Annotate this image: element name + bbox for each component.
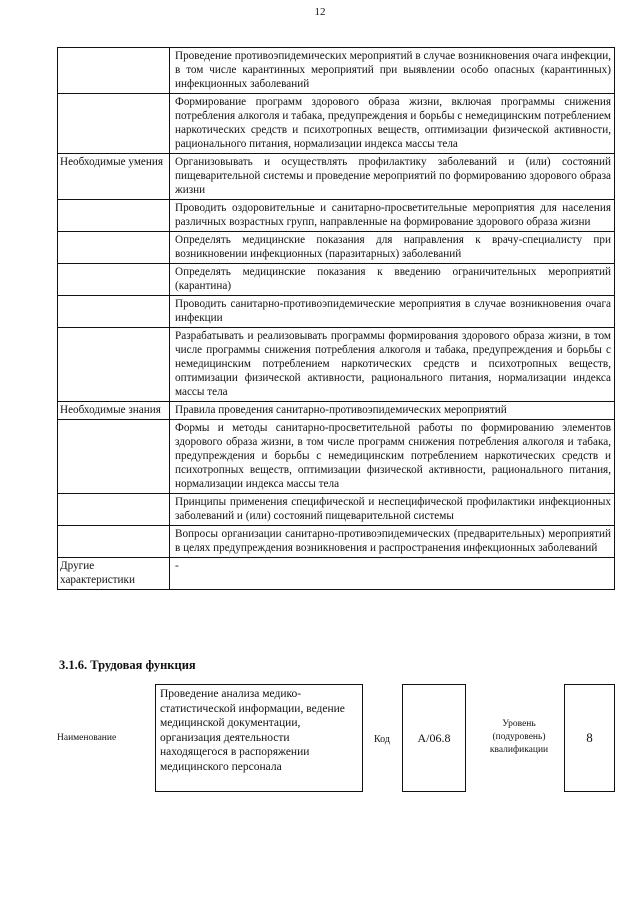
qualification-level-label: Уровень (подуровень) квалификации xyxy=(489,719,549,755)
row-description: Разрабатывать и реализовывать программы формирования здорового образа жизни, в том числе программы снижения потребления алкоголя и табака, предупреждения и борьбы с немедицинским потреблением наркотических средств и психотропных веществ, оптимизации физической активности, рационального питания, нормализации индекса массы тела xyxy=(170,328,615,402)
row-label xyxy=(58,264,170,296)
row-label xyxy=(58,526,170,558)
row-label xyxy=(58,494,170,526)
row-description: Правила проведения санитарно-противоэпидемических мероприятий xyxy=(170,402,615,420)
row-label xyxy=(58,48,170,94)
row-label xyxy=(58,296,170,328)
table-row xyxy=(58,420,615,494)
page-number: 12 xyxy=(314,6,326,18)
table-row xyxy=(58,94,615,154)
row-label xyxy=(58,94,170,154)
table-row xyxy=(58,296,615,328)
row-description: Организовывать и осуществлять профилактику заболеваний и (или) состояний пищеварительной системы и проведение мероприятий по формированию здорового образа жизни xyxy=(170,154,615,200)
row-label xyxy=(58,420,170,494)
row-description: Принципы применения специфической и неспецифической профилактики инфекционных заболеваний и (или) состояний пищеварительной системы xyxy=(170,494,615,526)
table-row xyxy=(58,232,615,264)
table-row xyxy=(58,264,615,296)
row-description: Вопросы организации санитарно-противоэпидемических (предварительных) мероприятий в целях предупреждения возникновения и распространения инфекционных заболеваний xyxy=(170,526,615,558)
qualification-level-box: 8 xyxy=(564,684,615,792)
name-label: Наименование xyxy=(57,733,117,743)
row-description: Формирование программ здорового образа жизни, включая программы снижения потребления алкоголя и табака, предупреждения и борьбы с немедицинским потреблением наркотических средств и психотропных веществ, оптимизации физической активности, рационального питания, нормализации индекса массы тела xyxy=(170,94,615,154)
row-description: Определять медицинские показания к введению ограничительных мероприятий (карантина) xyxy=(170,264,615,296)
row-label: Необходимые знания xyxy=(58,402,170,420)
row-description: Проведение противоэпидемических мероприятий в случае возникновения очага инфекции, в том числе карантинных мероприятий при выявлении особо опасных (карантинных) инфекционных заболеваний xyxy=(170,48,615,94)
table-row xyxy=(58,200,615,232)
row-label xyxy=(58,200,170,232)
function-code-box: A/06.8 xyxy=(402,684,466,792)
row-description: - xyxy=(170,558,615,590)
row-label xyxy=(58,328,170,402)
competency-table xyxy=(57,47,615,590)
section-heading: 3.1.6. Трудовая функция xyxy=(59,658,196,672)
table-row xyxy=(58,154,615,200)
table-row xyxy=(58,328,615,402)
table-row xyxy=(58,494,615,526)
code-label: Код xyxy=(374,734,390,745)
function-name-box: Проведение анализа медико-статистической информации, ведение медицинской документации, организация деятельности находящегося в распоряжении медицинского персонала xyxy=(155,684,363,792)
row-description: Формы и методы санитарно-просветительной работы по формированию элементов здорового образа жизни, в том числе программ снижения потребления алкоголя и табака, предупреждения и борьбы с немедицинским потреблением наркотических средств и психотропных веществ, оптимизации физической активности, рационального питания, нормализации индекса массы тела xyxy=(170,420,615,494)
row-label xyxy=(58,232,170,264)
row-label: Необходимые умения xyxy=(58,154,170,200)
row-description: Определять медицинские показания для направления к врачу-специалисту при возникновении инфекционных (паразитарных) заболеваний xyxy=(170,232,615,264)
row-label: Другие характеристики xyxy=(58,558,170,590)
table-row xyxy=(58,558,615,590)
row-description: Проводить оздоровительные и санитарно-просветительные мероприятия для населения различных возрастных групп, направленные на формирование здорового образа жизни xyxy=(170,200,615,232)
table-row xyxy=(58,48,615,94)
row-description: Проводить санитарно-противоэпидемические мероприятия в случае возникновения очага инфекции xyxy=(170,296,615,328)
table-row xyxy=(58,402,615,420)
table-row xyxy=(58,526,615,558)
